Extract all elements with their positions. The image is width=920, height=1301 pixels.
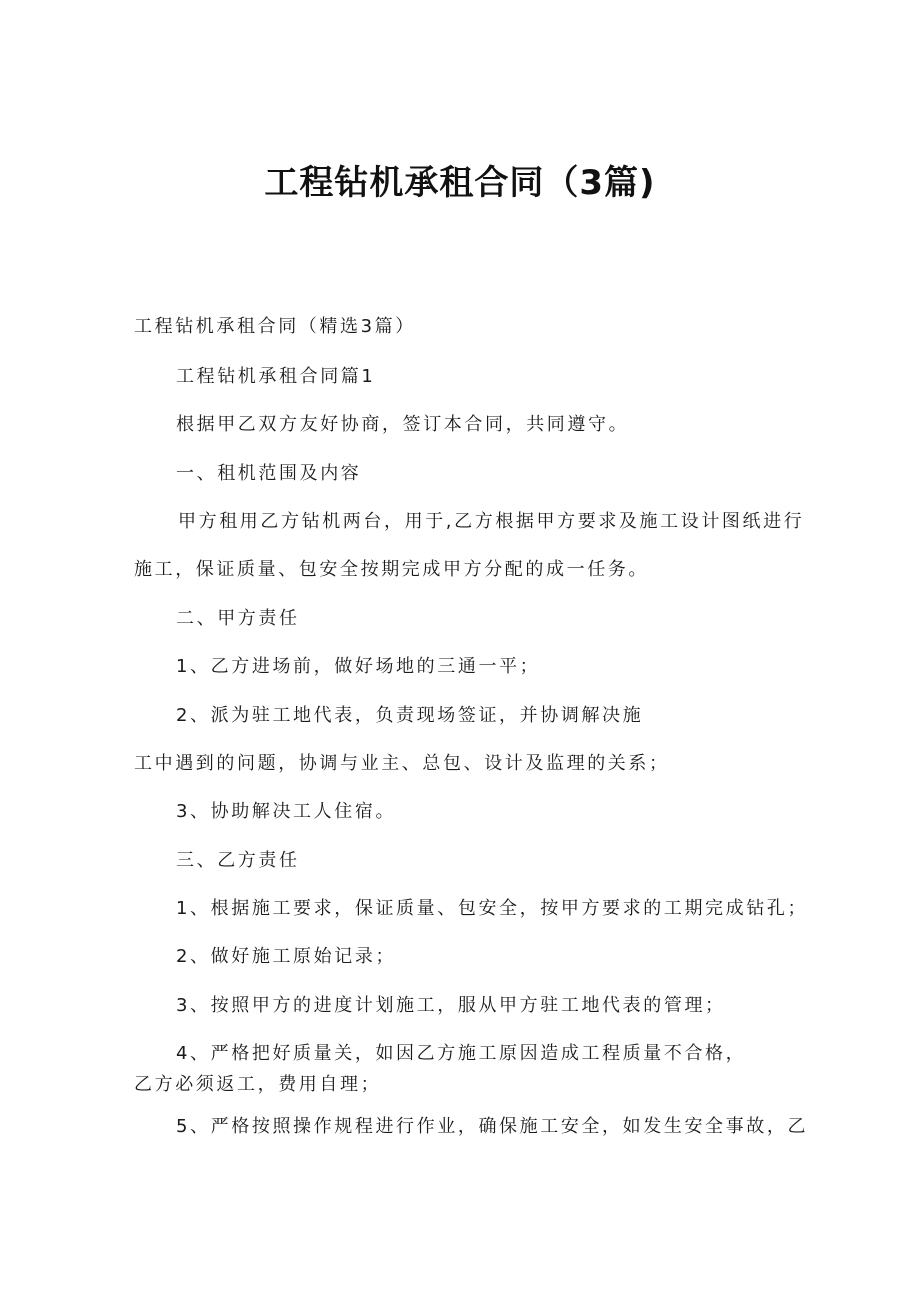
document-title: 工程钻机承租合同（3篇) — [264, 163, 656, 203]
list-item: 3、协助解决工人住宿。 — [176, 801, 397, 822]
list-item: 5、严格按照操作规程进行作业，确保施工安全，如发生安全事故，乙 — [176, 1116, 809, 1137]
paragraph-line: 施工，保证质量、包安全按期完成甲方分配的成一任务。 — [134, 559, 649, 580]
list-item: 3、按照甲方的进度计划施工，服从甲方驻工地代表的管理； — [176, 995, 726, 1016]
list-item: 2、派为驻工地代表，负责现场签证，并协调解决施 — [176, 705, 644, 726]
list-item: 2、做好施工原始记录； — [176, 946, 397, 967]
list-item-continuation: 工中遇到的问题，协调与业主、总包、设计及监理的关系； — [134, 753, 670, 774]
paragraph-line: 甲方租用乙方钻机两台，用于,乙方根据甲方要求及施工设计图纸进行 — [178, 511, 805, 532]
list-item-continuation: 乙方必须返工，费用自理； — [134, 1074, 382, 1095]
clause-heading: 二、甲方责任 — [176, 608, 300, 629]
paragraph-line: 根据甲乙双方友好协商，签订本合同，共同遵守。 — [176, 414, 630, 435]
clause-heading: 三、乙方责任 — [176, 850, 300, 871]
clause-heading: 一、租机范围及内容 — [176, 463, 362, 484]
list-item: 1、根据施工要求，保证质量、包安全，按甲方要求的工期完成钻孔； — [176, 898, 809, 919]
list-item: 4、严格把好质量关，如因乙方施工原因造成工程质量不合格， — [176, 1043, 747, 1064]
subtitle-line: 工程钻机承租合同（精选3篇） — [134, 316, 416, 337]
list-item: 1、乙方进场前，做好场地的三通一平； — [176, 656, 541, 677]
section-heading: 工程钻机承租合同篇1 — [176, 366, 376, 387]
